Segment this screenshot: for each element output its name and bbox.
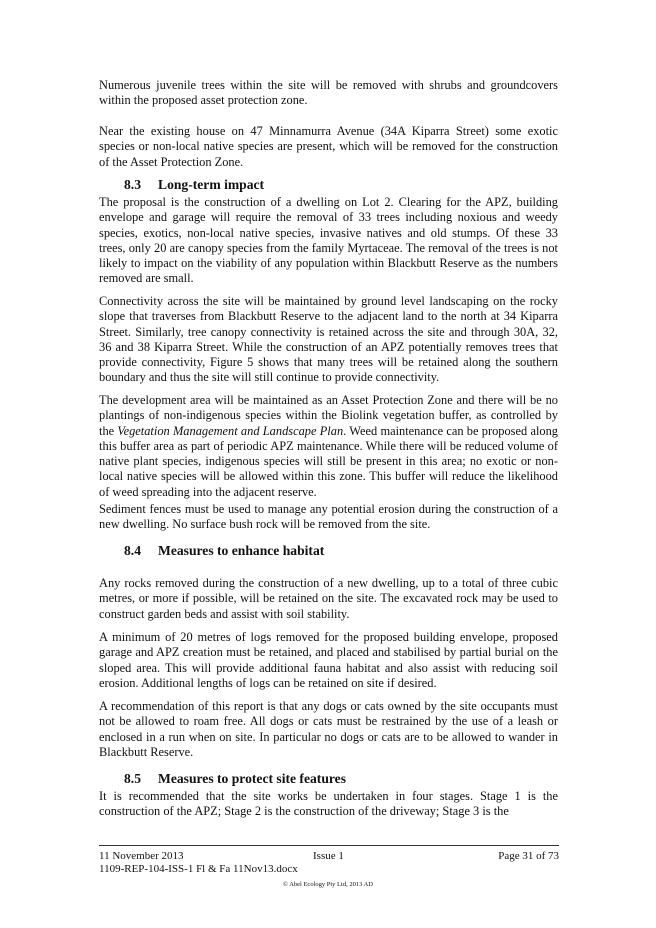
paragraph-site-works: It is recommended that the site works be undertaken in four stages. Stage 1 is the construction of the APZ; Stage 2 is the construction of the driveway; Stage 3 is the — [99, 789, 558, 819]
paragraph-juvenile-trees: Numerous juvenile trees within the site will be removed with shrubs and groundcovers within the proposed asset protection zone. — [99, 78, 558, 108]
heading-number: 8.4 — [124, 543, 141, 558]
heading-title: Measures to enhance habitat — [158, 543, 325, 558]
paragraph-logs: A minimum of 20 metres of logs removed for the proposed building envelope, proposed garage and APZ creation must be retained, and placed and stabilised by partial burial on the sloped area. This will provide additional fauna habitat and also assist with reducing soil erosion. Additional lengths of logs can be retained on site if desired. — [99, 630, 558, 690]
heading-enhance-habitat — [124, 543, 324, 559]
paragraph-proposal: The proposal is the construction of a dwelling on Lot 2. Clearing for the APZ, building envelope and garage will require the removal of 33 trees including noxious and weedy species, exotics, non-local native species, invasive natives and old stumps. Of these 33 trees, only 20 are canopy species from the family Myrtaceae. The removal of the trees is not likely to impact on the viability of any population within Blackbutt Reserve as the numbers removed are small. — [99, 195, 558, 286]
footer-document-reference: 1109-REP-104-ISS-1 Fl & Fa 11Nov13.docx — [99, 863, 298, 875]
heading-number: 8.5 — [124, 771, 141, 786]
paragraph-text: . Weed maintenance can be proposed along this buffer area as part of periodic APZ maintenance. While there will be reduced volume of native plant species, indigenous species will still be present in this area; no exotic or non-local native species will be allowed within this zone. This buffer will reduce the likelihood of weed spreading into the adjacent reserve. — [99, 423, 558, 499]
paragraph-connectivity: Connectivity across the site will be maintained by ground level landscaping on the rocky slope that traverses from Blackbutt Reserve to the adjacent land to the north at 34 Kiparra Street. Similarly, tree canopy connectivity is retained across the site and through 30A, 32, 36 and 38 Kiparra Street. While the construction of an APZ potentially removes trees that provide connectivity, Figure 5 shows that many trees will be retained along the southern boundary and thus the site will still continue to provide connectivity. — [99, 294, 558, 385]
heading-long-term-impact — [124, 177, 264, 193]
footer-date: 11 November 2013 — [99, 850, 184, 862]
heading-protect-site-features — [124, 771, 346, 787]
paragraph-development-area — [99, 393, 558, 500]
paragraph-sediment-fences: Sediment fences must be used to manage any potential erosion during the construction of a new dwelling. No surface bush rock will be removed from the site. — [99, 502, 558, 532]
paragraph-existing-house: Near the existing house on 47 Minnamurra Avenue (34A Kiparra Street) some exotic species or non-local native species are present, which will be removed for the construction of the Asset Protection Zone. — [99, 124, 558, 169]
paragraph-text: The development area will be maintained as an Asset Protection Zone and there will be no plantings of non-indigenous species within the Biolink vegetation buffer, as controlled by the — [99, 393, 558, 438]
plan-title-italic: Vegetation Management and Landscape Plan — [117, 423, 344, 438]
footer-page-number: Page 31 of 73 — [498, 850, 559, 862]
heading-number: 8.3 — [124, 177, 141, 192]
footer-divider — [99, 845, 559, 846]
heading-title: Long-term impact — [158, 177, 265, 192]
paragraph-rocks: Any rocks removed during the construction of a new dwelling, up to a total of three cubic metres, or more if possible, will be retained on the site. The excavated rock may be used to construct garden beds and assist with soil stability. — [99, 576, 558, 621]
heading-title: Measures to protect site features — [158, 771, 346, 786]
footer-issue: Issue 1 — [313, 850, 344, 862]
footer-copyright: © Abel Ecology Pty Ltd, 2013 AD — [283, 880, 373, 888]
paragraph-dogs-cats: A recommendation of this report is that any dogs or cats owned by the site occupants must not be allowed to roam free. All dogs or cats must be restrained by the use of a leash or enclosed in a run when on site. In particular no dogs or cats are to be allowed to wander in Blackbutt Reserve. — [99, 699, 558, 759]
